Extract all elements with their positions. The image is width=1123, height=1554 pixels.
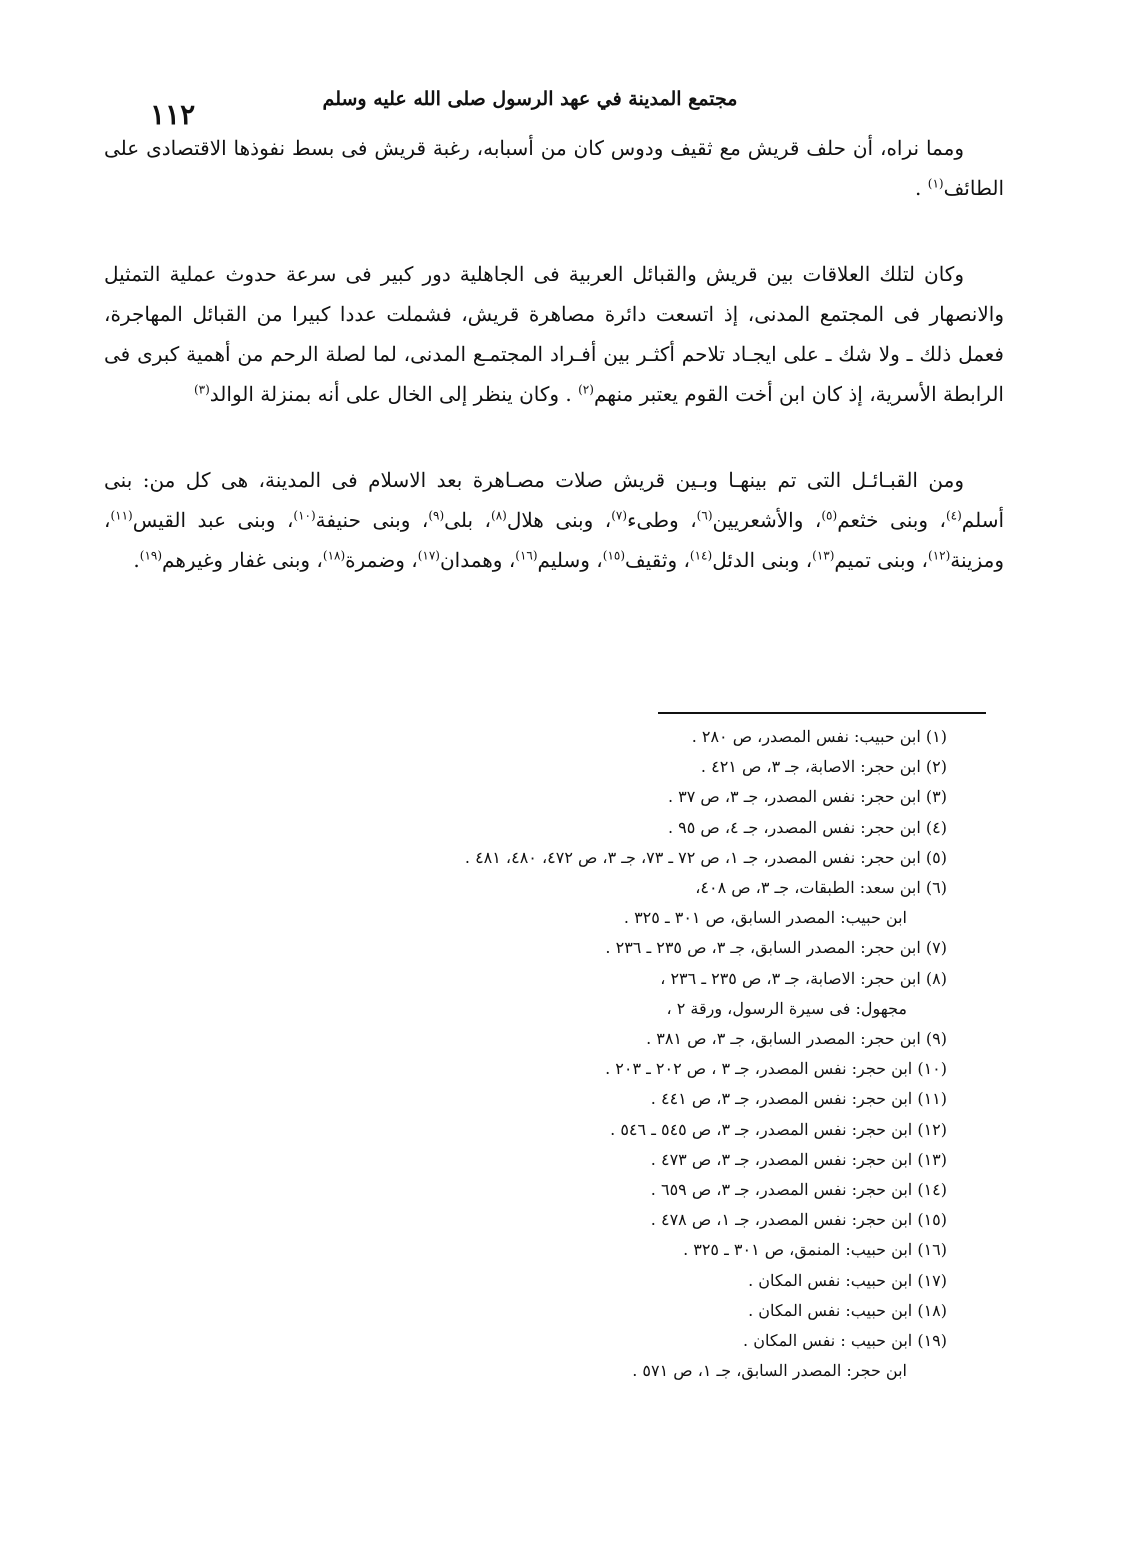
footnote-line: (١٠) ابن حجر: نفس المصدر، جـ ٣ ، ص ٢٠٢ ـ ٢٠٣ . xyxy=(605,1059,947,1079)
paragraph-3 xyxy=(104,460,1004,580)
footnote-line: مجهول: فى سيرة الرسول، ورقة ٢ ، xyxy=(666,998,907,1018)
footnote-line: (١٩) ابن حبيب : نفس المكان . xyxy=(743,1331,947,1351)
footnote-line: (٥) ابن حجر: نفس المصدر، جـ ١، ص ٧٢ ـ ٧٣، جـ ٣، ص ٤٧٢، ٤٨٠، ٤٨١ . xyxy=(464,847,947,867)
paragraph-2 xyxy=(104,254,1004,414)
footnote-line: (١١) ابن حجر: نفس المصدر، جـ ٣، ص ٤٤١ . xyxy=(650,1089,947,1109)
footnote-separator xyxy=(658,712,986,714)
paragraph-3-segment: ، وضمرة xyxy=(345,548,418,572)
footnote-line: (٩) ابن حجر: المصدر السابق، جـ ٣، ص ٣٨١ . xyxy=(646,1029,947,1049)
note-ref: (١٦) xyxy=(515,548,538,563)
footnote-line: (١٢) ابن حجر: نفس المصدر، جـ ٣، ص ٥٤٥ ـ ٥٤٦ . xyxy=(610,1119,947,1139)
note-ref: (٢) xyxy=(578,382,594,397)
note-ref: (١٢) xyxy=(928,548,951,563)
footnote-line: (١٤) ابن حجر: نفس المصدر، جـ ٣، ص ٦٥٩ . xyxy=(650,1180,947,1200)
note-ref: (٩) xyxy=(428,508,445,523)
footnote-line: (١٥) ابن حجر: نفس المصدر، جـ ١، ص ٤٧٨ . xyxy=(650,1210,947,1230)
footnotes xyxy=(127,722,947,1386)
footnote-line: (٧) ابن حجر: المصدر السابق، جـ ٣، ص ٢٣٥ ـ ٢٣٦ . xyxy=(605,938,947,958)
paragraph-1-end: . xyxy=(915,176,922,200)
footnote-line: (٣) ابن حجر: نفس المصدر، جـ ٣، ص ٣٧ . xyxy=(667,787,947,807)
paragraph-3-segment: ، وهمدان xyxy=(439,548,516,572)
note-ref: (١٧) xyxy=(417,548,440,563)
paragraph-3-segment: ، وبنى حنيفة xyxy=(315,508,429,532)
paragraph-3-segment: . xyxy=(133,548,140,572)
paragraph-3-segment: ، وثقيف xyxy=(625,548,690,572)
footnote-line: (٤) ابن حجر: نفس المصدر، جـ ٤، ص ٩٥ . xyxy=(667,817,947,837)
paragraph-3-segment: ، وبنى غفار وغيرهم xyxy=(162,548,323,572)
footnote-line: (١٦) ابن حبيب: المنمق، ص ٣٠١ ـ ٣٢٥ . xyxy=(683,1240,947,1260)
note-ref: (٨) xyxy=(491,508,507,523)
footnote-line: (١٨) ابن حبيب: نفس المكان . xyxy=(748,1300,947,1320)
note-ref: (١٥) xyxy=(602,548,626,563)
footnote-line: ابن حبيب: المصدر السابق، ص ٣٠١ ـ ٣٢٥ . xyxy=(623,908,907,928)
note-ref: (١٤) xyxy=(689,548,713,563)
footnote-line: (٨) ابن حجر: الاصابة، جـ ٣، ص ٢٣٥ ـ ٢٣٦ ، xyxy=(660,968,947,988)
paragraph-3-segment: ، وطىء xyxy=(627,508,697,532)
paragraph-3-segment: ، وبنى عبد القيس xyxy=(132,508,294,532)
note-ref: (٥) xyxy=(821,508,838,523)
paragraph-2-end: . وكان ينظر إلى الخال على أنه بمنزلة الوالد xyxy=(209,382,572,406)
note-ref: (١٣) xyxy=(812,548,835,563)
note-ref: (٤) xyxy=(945,508,962,523)
paragraph-3-segment: ومن القبـائـل التى تم بينهـا وبـين قريش صلات مصـاهرة بعد الاسلام فى المدينة، هى كل من: بنى أسلم xyxy=(104,468,1005,532)
footnote-line: (١) ابن حبيب: نفس المصدر، ص ٢٨٠ . xyxy=(691,727,947,746)
footnote-line: (١٣) ابن حجر: نفس المصدر، جـ ٣، ص ٤٧٣ . xyxy=(650,1149,947,1169)
note-ref: (٣) xyxy=(193,382,210,397)
paragraph-2-text: وكان لتلك العلاقات بين قريش والقبائل العربية فى الجاهلية دور كبير فى سرعة حدوث عملية التمثيل والانصهار فى المجتمع المدنى، إذ اتسعت دائرة مصاهرة قريش، فشملت عددا كبيرا من القبائل المهاجرة، فعمل ذلك ـ ولا شك ـ على ايجـاد تلاحم أكثـر بين أفـراد المجتمـع المدنى، لما لصلة الرحم من أهمية كبرى فى الرابطة الأسرية، إذ كان ابن أخت القوم يعتبر منهم xyxy=(104,262,1004,406)
paragraph-3-segment: ، وبنى خثعم xyxy=(837,508,946,532)
footnote-line: ابن حجر: المصدر السابق، جـ ١، ص ٥٧١ . xyxy=(632,1361,907,1381)
footnote-line: (٢) ابن حجر: الاصابة، جـ ٣، ص ٤٢١ . xyxy=(700,757,947,777)
body-text xyxy=(104,128,1004,580)
footnote-line: (١٧) ابن حبيب: نفس المكان . xyxy=(748,1270,947,1290)
paragraph-3-segment: ، وبنى هلال xyxy=(506,508,612,532)
note-ref: (١١) xyxy=(110,508,133,523)
note-ref: (٦) xyxy=(696,508,713,523)
note-ref: (١٩) xyxy=(139,548,163,563)
note-ref: (١٨) xyxy=(322,548,346,563)
running-head: مجتمع المدينة في عهد الرسول صلى الله عليه وسلم xyxy=(322,88,738,110)
paragraph-3-segment: ، والأشعريين xyxy=(712,508,822,532)
page-number: ١١٢ xyxy=(150,98,196,131)
paragraph-3-segment: ، وبنى تميم xyxy=(834,548,928,572)
paragraph-3-segment: ، ومزينة xyxy=(104,508,1004,572)
paragraph-3-segment: ، وسليم xyxy=(537,548,603,572)
paragraph-1 xyxy=(104,128,1004,208)
paragraph-1-text: ومما نراه، أن حلف قريش مع ثقيف ودوس كان من أسبابه، رغبة قريش فى بسط نفوذها الاقتصادى على الطائف xyxy=(104,136,1004,200)
footnote-line: (٦) ابن سعد: الطبقات، جـ ٣، ص ٤٠٨، xyxy=(695,878,947,898)
note-ref: (١٠) xyxy=(293,508,316,523)
paragraph-3-segment: ، وبنى الدئل xyxy=(712,548,813,572)
note-ref: (١) xyxy=(927,176,944,191)
paragraph-3-segment: ، بلى xyxy=(444,508,491,532)
note-ref: (٧) xyxy=(611,508,628,523)
